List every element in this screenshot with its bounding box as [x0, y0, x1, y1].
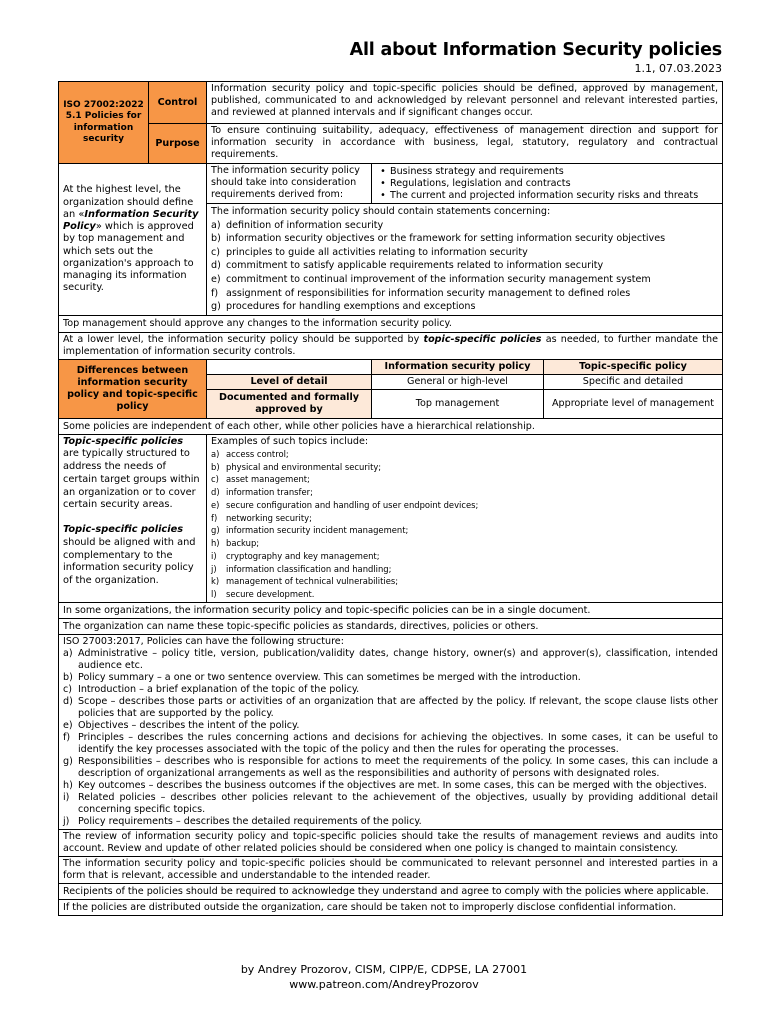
purpose-text: To ensure continuing suitability, adequacy, effectiveness of management direction and support for information security in accordance with business, legal, statutory, regulatory and contractual requirements. [207, 124, 723, 164]
table-cell: General or high-level [372, 374, 544, 389]
communication-note: The information security policy and topic-specific policies should be communicated to relevant personnel and interested parties in a form that is relevant, accessible and understandable to the intended reader. [59, 856, 723, 883]
list-item: b) Policy summary – a one or two sentence overview. This can sometimes be merged with the introduction. [63, 671, 581, 683]
review-note: The review of information security policy and topic-specific policies should take the results of management reviews and audits into account. Review and update of other related policies should be considered when one policy is changed to maintain consistency. [59, 829, 723, 856]
external-distribution-note: If the policies are distributed outside the organization, care should be taken not to improperly disclose confidential information. [59, 899, 723, 915]
footer [0, 962, 768, 993]
independence-note: Some policies are independent of each other, while other policies have a hierarchical relationship. [59, 418, 723, 434]
list-item: a) definition of information security [211, 219, 384, 231]
list-item: e) Objectives – describes the intent of the policy. [63, 719, 300, 731]
bullet-icon: • [380, 177, 386, 189]
row-label-detail: Level of detail [207, 374, 372, 389]
list-item: i) Related policies – describes other policies relevant to the achievement of the objectives, usually by providing additional detail concerning specific topics. [63, 791, 718, 815]
iso-table [58, 81, 723, 164]
list-item: a) Administrative – policy title, version, publication/validity dates, change history, owner(s) and approver(s), classification, intended audience etc. [63, 647, 718, 671]
highest-lead-2: » which is approved by top management and which sets out the organization's approach to managing its information security. [63, 221, 194, 294]
list-item: l) secure development. [211, 589, 315, 600]
topics-table [58, 434, 723, 603]
col-header-isp: Information security policy [372, 359, 544, 374]
list-item: j) Policy requirements – describes the detailed requirements of the policy. [63, 815, 422, 827]
table-cell: Specific and detailed [544, 374, 723, 389]
page-title: All about Information Security policies [349, 40, 722, 60]
topic-specific-term: topic-specific policies [423, 333, 542, 345]
list-item: g) Responsibilities – describes who is responsible for actions to meet the requirements of the policy. In some cases, this can include a description of organizational arrangements as well as the responsibilities and authority of persons with designated roles. [63, 755, 718, 779]
list-item: c) Introduction – a brief explanation of the topic of the policy. [63, 683, 360, 695]
table-cell: Top management [372, 389, 544, 418]
list-item: • The current and projected information security risks and threats [376, 190, 718, 202]
bullet-icon: • [380, 189, 386, 201]
list-item: f) assignment of responsibilities for information security management to defined roles [211, 287, 631, 299]
naming-note: The organization can name these topic-specific policies as standards, directives, policies or others. [59, 618, 723, 634]
list-item: i) cryptography and key management; [211, 550, 380, 561]
list-item: b) physical and environmental security; [211, 461, 382, 472]
policy-sheet [58, 81, 723, 916]
list-item: h) Key outcomes – describes the business outcomes if the objectives are met. In some cases, this can be merged with the objectives. [63, 779, 707, 791]
topics-description [59, 434, 207, 602]
topics-paragraph-1: Topic-specific policies are typically structured to address the needs of certain target groups within an organization or to cover certain security areas. [63, 435, 200, 511]
list-item: f) networking security; [211, 512, 312, 523]
list-item: e) secure configuration and handling of user endpoint devices; [211, 499, 479, 510]
table-cell: Appropriate level of management [544, 389, 723, 418]
topics-paragraph-2: Topic-specific policies should be aligned with and complementary to the information security policy of the organization. [63, 524, 196, 587]
statements-intro: The information security policy should contain statements concerning: [211, 205, 551, 217]
structure-cell [59, 634, 723, 829]
lower-level-note: At a lower level, the information security policy should be supported by topic-specific policies as needed, to further mandate the implementation of information security controls. [59, 332, 723, 359]
bullet-icon: • [380, 166, 386, 177]
purpose-label: Purpose [149, 124, 207, 164]
list-item: d) information transfer; [211, 487, 313, 498]
differences-table [58, 359, 723, 435]
single-document-note: In some organizations, the information security policy and topic-specific policies can be in a single document. [59, 602, 723, 618]
control-label: Control [149, 82, 207, 124]
consideration-list [372, 164, 723, 204]
footer-author: by Andrey Prozorov, CISM, CIPP/E, CDPSE, LA 27001 [240, 963, 528, 976]
version-date: 1.1, 07.03.2023 [634, 62, 722, 75]
list-item: g) information security incident management; [211, 525, 409, 536]
list-item: h) backup; [211, 538, 260, 549]
differences-label: Differences between information security policy and topic-specific policy [59, 359, 207, 418]
list-item: j) information classification and handling; [211, 563, 392, 574]
approval-note: Top management should approve any changes to the information security policy. [59, 315, 723, 332]
statements-cell [207, 203, 723, 315]
consideration-label: The information security policy should take into consideration requirements derived from: [207, 164, 372, 204]
list-item: d) Scope – describes those parts or activities of an organization that are affected by the policy. If relevant, the scope clause lists other policies that are supported by the policy. [63, 695, 718, 719]
acknowledgement-note: Recipients of the policies should be required to acknowledge they understand and agree to comply with the policies where applicable. [59, 883, 723, 899]
list-item: f) Principles – describes the rules concerning actions and decisions for achieving the objectives. In some cases, it can be useful to identify the key processes associated with the topic of the policy and then the rules for operating the processes. [63, 731, 718, 755]
highest-level-table [58, 163, 723, 360]
footer-url[interactable]: www.patreon.com/AndreyProzorov [289, 978, 479, 992]
structure-intro: ISO 27003:2017, Policies can have the following structure: [63, 635, 344, 647]
list-item: b) information security objectives or the framework for setting information security objectives [211, 233, 666, 245]
notes-table [58, 602, 723, 916]
list-item: c) asset management; [211, 474, 310, 485]
differences-corner [207, 359, 372, 374]
topics-examples [207, 434, 723, 602]
col-header-tsp: Topic-specific policy [544, 359, 723, 374]
isp-term: Information Security Policy [63, 208, 199, 233]
row-label-approval: Documented and formally approved by [207, 389, 372, 418]
list-item: • Regulations, legislation and contracts [376, 178, 718, 190]
list-item: d) commitment to satisfy applicable requirements related to information security [211, 260, 604, 272]
list-item: • Business strategy and requirements [376, 166, 718, 178]
list-item: e) commitment to continual improvement of the information security management system [211, 274, 651, 285]
list-item: a) access control; [211, 448, 289, 459]
highest-level-description [59, 164, 207, 316]
examples-intro: Examples of such topics include: [211, 435, 369, 447]
list-item: c) principles to guide all activities relating to information security [211, 246, 528, 258]
control-text: Information security policy and topic-specific policies should be defined, approved by management, published, communicated to and acknowledged by relevant personnel and relevant interested parties, and reviewed at planned intervals and if significant changes occur. [207, 82, 723, 124]
iso-reference: ISO 27002:2022 5.1 Policies for information security [59, 82, 149, 164]
list-item: g) procedures for handling exemptions and exceptions [211, 301, 476, 313]
list-item: k) management of technical vulnerabilities; [211, 576, 399, 587]
highest-lead-1: At the highest level, the organization should define an « [63, 184, 194, 220]
